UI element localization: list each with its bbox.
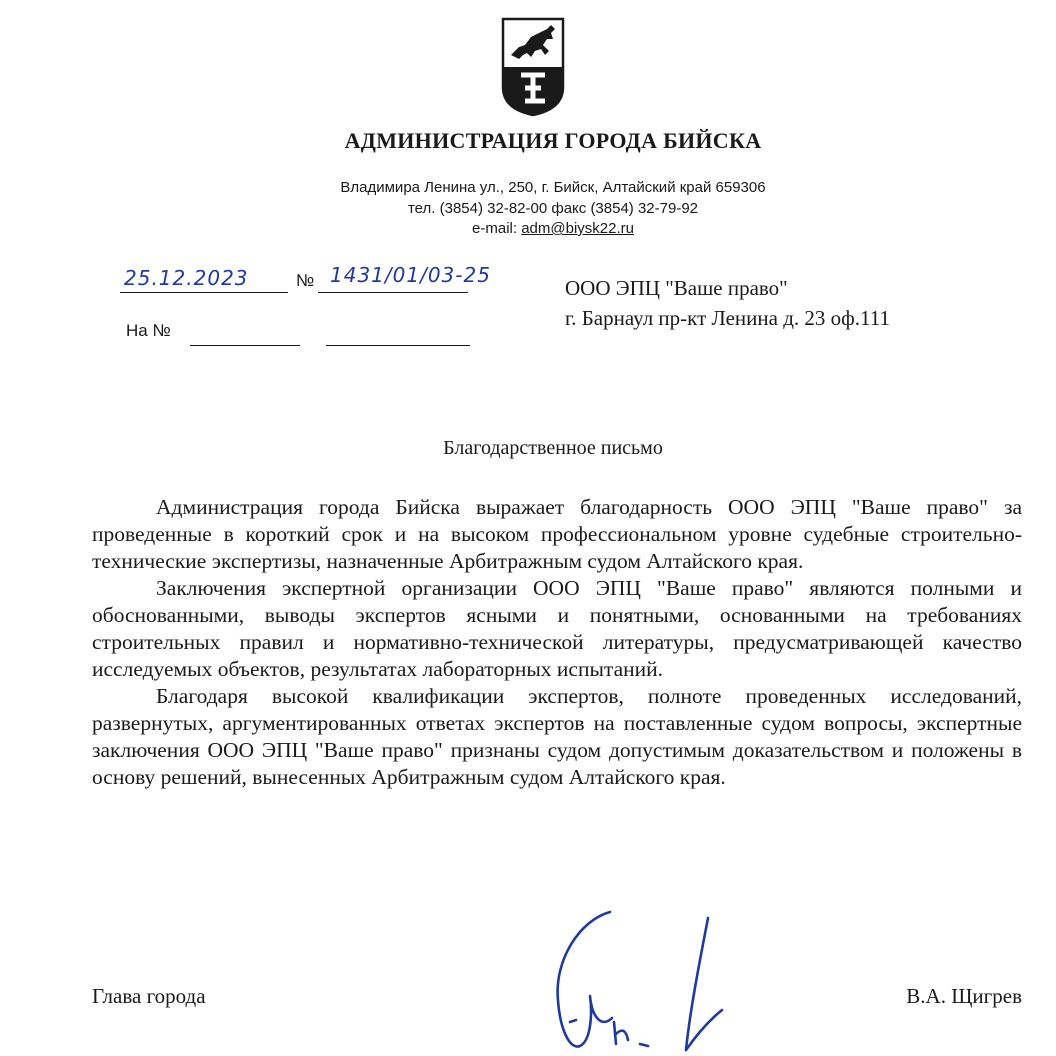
organization-title: АДМИНИСТРАЦИЯ ГОРОДА БИЙСКА: [344, 128, 762, 153]
reply-date-line: [326, 345, 470, 346]
signatory-name: В.А. Щигрев: [906, 984, 1022, 1008]
reply-number-label: На №: [126, 321, 171, 340]
signatory-position: Глава города: [92, 984, 206, 1008]
organization-phone: тел. (3854) 32-82-00 факс (3854) 32-79-92: [407, 200, 699, 217]
email-link[interactable]: adm@biysk22.ru: [521, 220, 634, 237]
number-label: №: [296, 271, 315, 290]
registration-date: 25.12.2023: [124, 266, 249, 290]
reply-number-line: [190, 345, 300, 346]
recipient-address: г. Барнаул пр-кт Ленина д. 23 оф.111: [565, 306, 890, 330]
letter-body: [92, 494, 1022, 791]
organization-email-line: [200, 219, 906, 238]
organization-address: Владимира Ленина ул., 250, г. Бийск, Алтайский край 659306: [340, 179, 766, 196]
letter-paragraph: Благодаря высокой квалификации экспертов, полноте проведенных исследований, развернутых, аргументированных ответах экспертов на поставленные судом вопросы, экспертные заключения ООО ЭПЦ "Ваше право" признаны судом допустимым доказательством и положены в основу решений, вынесенных Арбитражным судом Алтайского края.: [92, 684, 1022, 789]
letter-paragraph: Заключения экспертной организации ООО ЭПЦ "Ваше право" являются полными и обоснованными, выводы экспертов ясными и понятными, основанными на требованиях строительных правил и нормативно-технической литературы, предусматривающей качество исследуемых объектов, результатах лабораторных испытаний.: [92, 576, 1022, 681]
registration-number: 1431/01/03-25: [330, 263, 491, 287]
coat-of-arms-icon: [501, 17, 565, 117]
recipient-name: ООО ЭПЦ "Ваше право": [565, 276, 788, 300]
recipient-block: [565, 273, 890, 333]
handwritten-signature: [540, 900, 740, 1056]
letter-title: Благодарственное письмо: [443, 437, 663, 459]
date-underline: [120, 292, 288, 293]
number-underline: [318, 292, 468, 293]
letter-paragraph: Администрация города Бийска выражает благодарность ООО ЭПЦ "Ваше право" за проведенные в короткий срок и на высоком профессиональном уровне судебные строительно-технические экспертизы, назначенные Арбитражным судом Алтайского края.: [92, 495, 1022, 573]
email-label: e-mail:: [472, 220, 522, 237]
